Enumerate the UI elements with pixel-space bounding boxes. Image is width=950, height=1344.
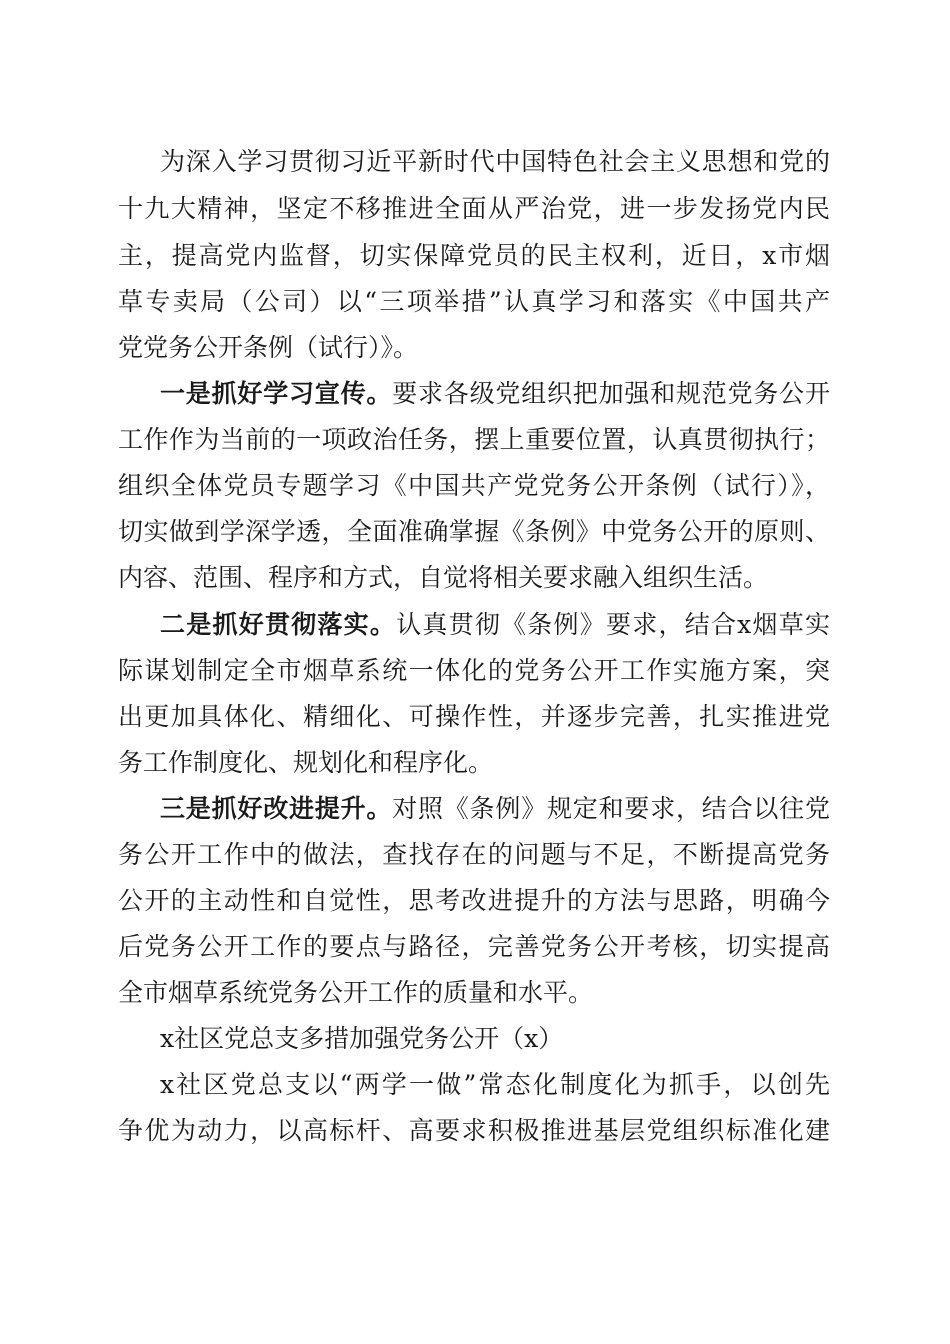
paragraph-community-line-2: 争优为动力，以高标杆、高要求积极推进基层党组织标准化建 — [118, 1116, 830, 1145]
paragraph-three-line-1 — [160, 786, 830, 832]
paragraph-one-line-4: 切实做到学深学透，全面准确掌握《条例》中党务公开的原则、 — [118, 517, 830, 546]
paragraph-intro-line-2: 十九大精神，坚定不移推进全面从严治党，进一步发扬党内民 — [118, 194, 830, 223]
paragraph-intro-line-5: 党党务公开条例（试行）》。 — [118, 333, 419, 362]
section-three-text: 对照《条例》规定和要求，结合以往党 — [392, 794, 830, 823]
paragraph-two-line-3: 出更加具体化、精细化、可操作性，并逐步完善，扎实推进党 — [118, 702, 830, 731]
paragraph-three-line-2: 务公开工作中的做法，查找存在的问题与不足，不断提高党务 — [118, 840, 830, 869]
paragraph-one-line-1 — [160, 371, 830, 417]
paragraph-intro-line-3: 主，提高党内监督，切实保障党员的民主权利，近日，x市烟 — [118, 241, 830, 270]
paragraph-three-line-5: 全市烟草系统党务公开工作的质量和水平。 — [118, 978, 594, 1007]
paragraph-two-line-2: 际谋划制定全市烟草系统一体化的党务公开工作实施方案，突 — [118, 656, 830, 685]
paragraph-three-line-4: 后党务公开工作的要点与路径，完善党务公开考核，切实提高 — [118, 932, 830, 961]
paragraph-two-line-1 — [160, 602, 830, 648]
section-three-heading: 三是抓好改进提升。 — [160, 794, 393, 823]
paragraph-community-line-1: x社区党总支以“两学一做”常态化制度化为抓手，以创先 — [160, 1070, 830, 1099]
paragraph-one-line-3: 组织全体党员专题学习《中国共产党党务公开条例（试行）》， — [118, 471, 830, 500]
paragraph-one-line-5: 内容、范围、程序和方式，自觉将相关要求融入组织生活。 — [118, 563, 769, 592]
paragraph-one-line-2: 工作作为当前的一项政治任务，摆上重要位置，认真贯彻执行； — [118, 425, 830, 454]
section-one-text: 要求各级党组织把加强和规范党务公开 — [392, 379, 830, 408]
section-two-heading: 二是抓好贯彻落实。 — [160, 610, 397, 639]
paragraph-intro-line-1: 为深入学习贯彻习近平新时代中国特色社会主义思想和党的 — [160, 147, 830, 176]
section-one-heading: 一是抓好学习宣传。 — [160, 379, 393, 408]
section-title: x社区党总支多措加强党务公开（x） — [160, 1024, 564, 1053]
paragraph-three-line-3: 公开的主动性和自觉性，思考改进提升的方法与思路，明确今 — [118, 886, 830, 915]
section-two-text: 认真贯彻《条例》要求，结合x烟草实 — [396, 610, 830, 639]
paragraph-intro-line-4: 草专卖局（公司）以“三项举措”认真学习和落实《中国共产 — [118, 287, 830, 316]
paragraph-two-line-4: 务工作制度化、规划化和程序化。 — [118, 748, 494, 777]
